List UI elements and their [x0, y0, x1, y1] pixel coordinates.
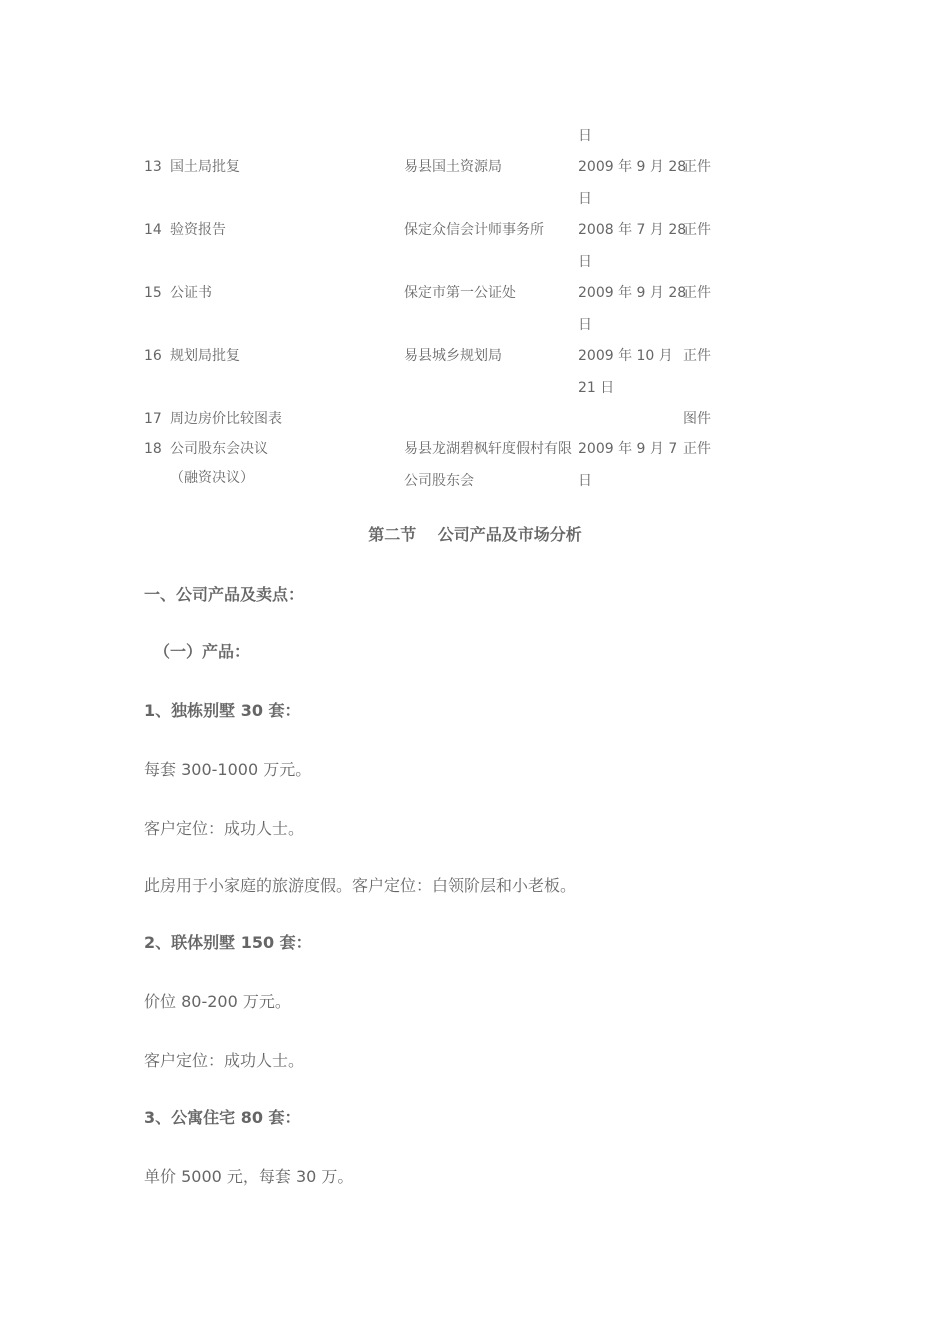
issuing-org: 易县龙湖碧枫轩度假村有限: [404, 441, 572, 457]
paragraph: 客户定位：成功人士。: [144, 1051, 305, 1070]
date-continuation: 日: [578, 128, 592, 144]
paragraph: 每套 300-1000 万元。: [144, 760, 312, 779]
issue-date-cont: 日: [578, 317, 592, 333]
paragraph: 此房用于小家庭的旅游度假。客户定位：白领阶层和小老板。: [144, 876, 577, 895]
doc-type: 正件: [683, 222, 711, 238]
paragraph: 价位 80-200 万元。: [144, 992, 291, 1011]
document-name: 验资报告: [170, 222, 226, 238]
doc-type: 正件: [683, 441, 711, 457]
row-number: 18: [144, 441, 162, 457]
issue-date: 2009 年 9 月 28: [578, 285, 687, 301]
document-name: 公证书: [170, 285, 212, 301]
heading-products: （一）产品：: [154, 642, 251, 661]
issue-date: 2008 年 7 月 28: [578, 222, 687, 238]
paragraph: 单价 5000 元，每套 30 万。: [144, 1167, 354, 1186]
doc-type: 正件: [683, 159, 711, 175]
issuing-org: 易县城乡规划局: [404, 348, 502, 364]
issuing-org-cont: 公司股东会: [404, 473, 474, 489]
item-title: 2、联体别墅 150 套：: [144, 933, 312, 952]
doc-type: 正件: [683, 285, 711, 301]
item-title: 1、独栋别墅 30 套：: [144, 701, 301, 720]
row-number: 14: [144, 222, 162, 238]
issue-date-cont: 日: [578, 473, 592, 489]
issue-date: 2009 年 10 月: [578, 348, 673, 364]
issue-date: 2009 年 9 月 28: [578, 159, 687, 175]
issue-date-cont: 21 日: [578, 380, 615, 396]
paragraph: 客户定位：成功人士。: [144, 819, 305, 838]
section-title: 第二节 公司产品及市场分析: [368, 525, 582, 544]
document-name: 周边房价比较图表: [170, 411, 282, 427]
row-number: 13: [144, 159, 162, 175]
row-number: 17: [144, 411, 162, 427]
issue-date-cont: 日: [578, 254, 592, 270]
item-title: 3、公寓住宅 80 套：: [144, 1108, 301, 1127]
doc-type: 正件: [683, 348, 711, 364]
row-number: 16: [144, 348, 162, 364]
issuing-org: 易县国土资源局: [404, 159, 502, 175]
issue-date-cont: 日: [578, 191, 592, 207]
heading-products-selling-points: 一、公司产品及卖点：: [144, 585, 305, 604]
row-number: 15: [144, 285, 162, 301]
document-name: 规划局批复: [170, 348, 240, 364]
issue-date: 2009 年 9 月 7: [578, 441, 678, 457]
document-name: 公司股东会决议: [170, 441, 268, 457]
issuing-org: 保定市第一公证处: [404, 285, 516, 301]
issuing-org: 保定众信会计师事务所: [404, 222, 544, 238]
document-name: 国土局批复: [170, 159, 240, 175]
doc-type: 图件: [683, 411, 711, 427]
document-name-cont: （融资决议）: [170, 470, 254, 486]
